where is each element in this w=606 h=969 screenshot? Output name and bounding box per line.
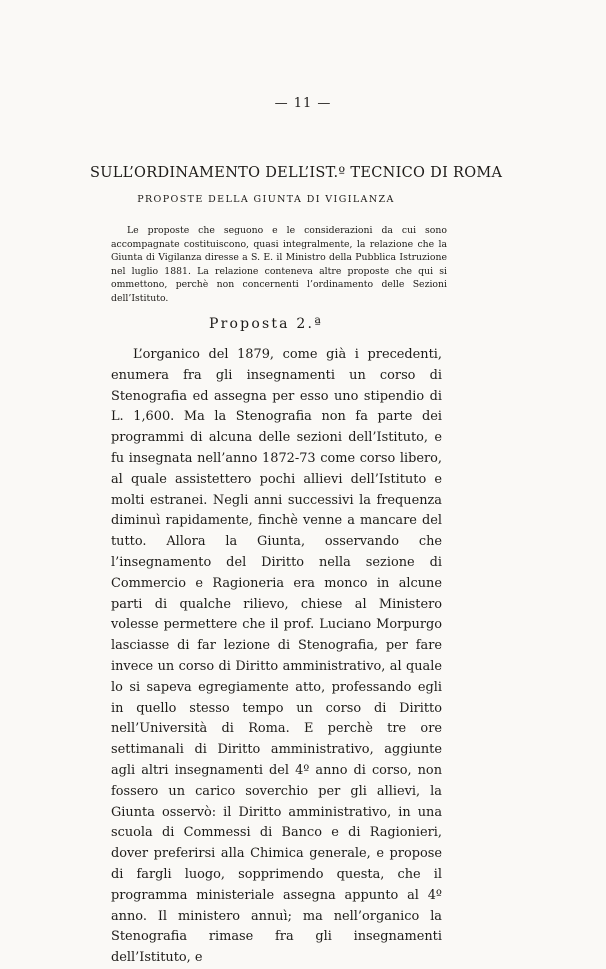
- intro-text: Le proposte che seguono e le considerazioni da cui sono accompagnate costituiscono, quasi integralmente, la relazione che la Giunta di Vigilanza diresse a S. E. il Ministro della Pubblica Istruzione nel luglio 1881. La relazione conteneva altre proposte che qui si ommettono, perchè non concernenti l’ordinamento delle Sezioni dell’Istituto.: [111, 225, 447, 304]
- body-text: L’organico del 1879, come già i precedenti, enumera fra gli insegnamenti un corso di Stenografia ed assegna per esso uno stipendio di L. 1,600. Ma la Stenografia non fa parte dei programmi di alcuna delle sezioni dell’Istituto, e fu insegnata nell’anno 1872-73 come corso libero, al quale assistettero pochi allievi dell’Istituto e molti estranei. Negli anni successivi la frequenza diminuì rapidamente, finchè venne a mancare del tutto. Allora la Giunta, osservando che l’insegnamento del Diritto nella sezione di Commercio e Ragioneria era monco in alcune parti di qualche rilievo, chiese al Ministero volesse permettere che il prof. Luciano Morpurgo lasciasse di far lezione di Stenografia, per fare invece un corso di Diritto amministrativo, al quale lo si sapeva egregiamente atto, professando egli in quello stesso tempo un corso di Diritto nell’Università di Roma. E perchè tre ore settimanali di Diritto amministrativo, aggiunte agli altri insegnamenti del 4º anno di corso, non fossero un carico soverchio per gli allievi, la Giunta osservò: il Diritto amministrativo, in una scuola di Commessi di Banco e di Ragionieri, dover preferirsi alla Chimica generale, e propose di fargli luogo, sopprimendo questa, che il programma ministeriale assegna appunto al 4º anno. Il ministero annuì; ma nell’organico la Stenografia rimase fra gli insegnamenti dell’Istituto, e: [111, 347, 442, 966]
- page-title: SULL’ORDINAMENTO DELL’IST.º TECNICO DI ROMA: [90, 165, 503, 181]
- body-paragraph: [111, 345, 442, 969]
- page-subtitle: PROPOSTE DELLA GIUNTA DI VIGILANZA: [137, 194, 395, 205]
- page-number: — 11 —: [274, 96, 332, 111]
- intro-paragraph: [111, 224, 447, 305]
- section-heading: Proposta 2.ª: [209, 316, 323, 332]
